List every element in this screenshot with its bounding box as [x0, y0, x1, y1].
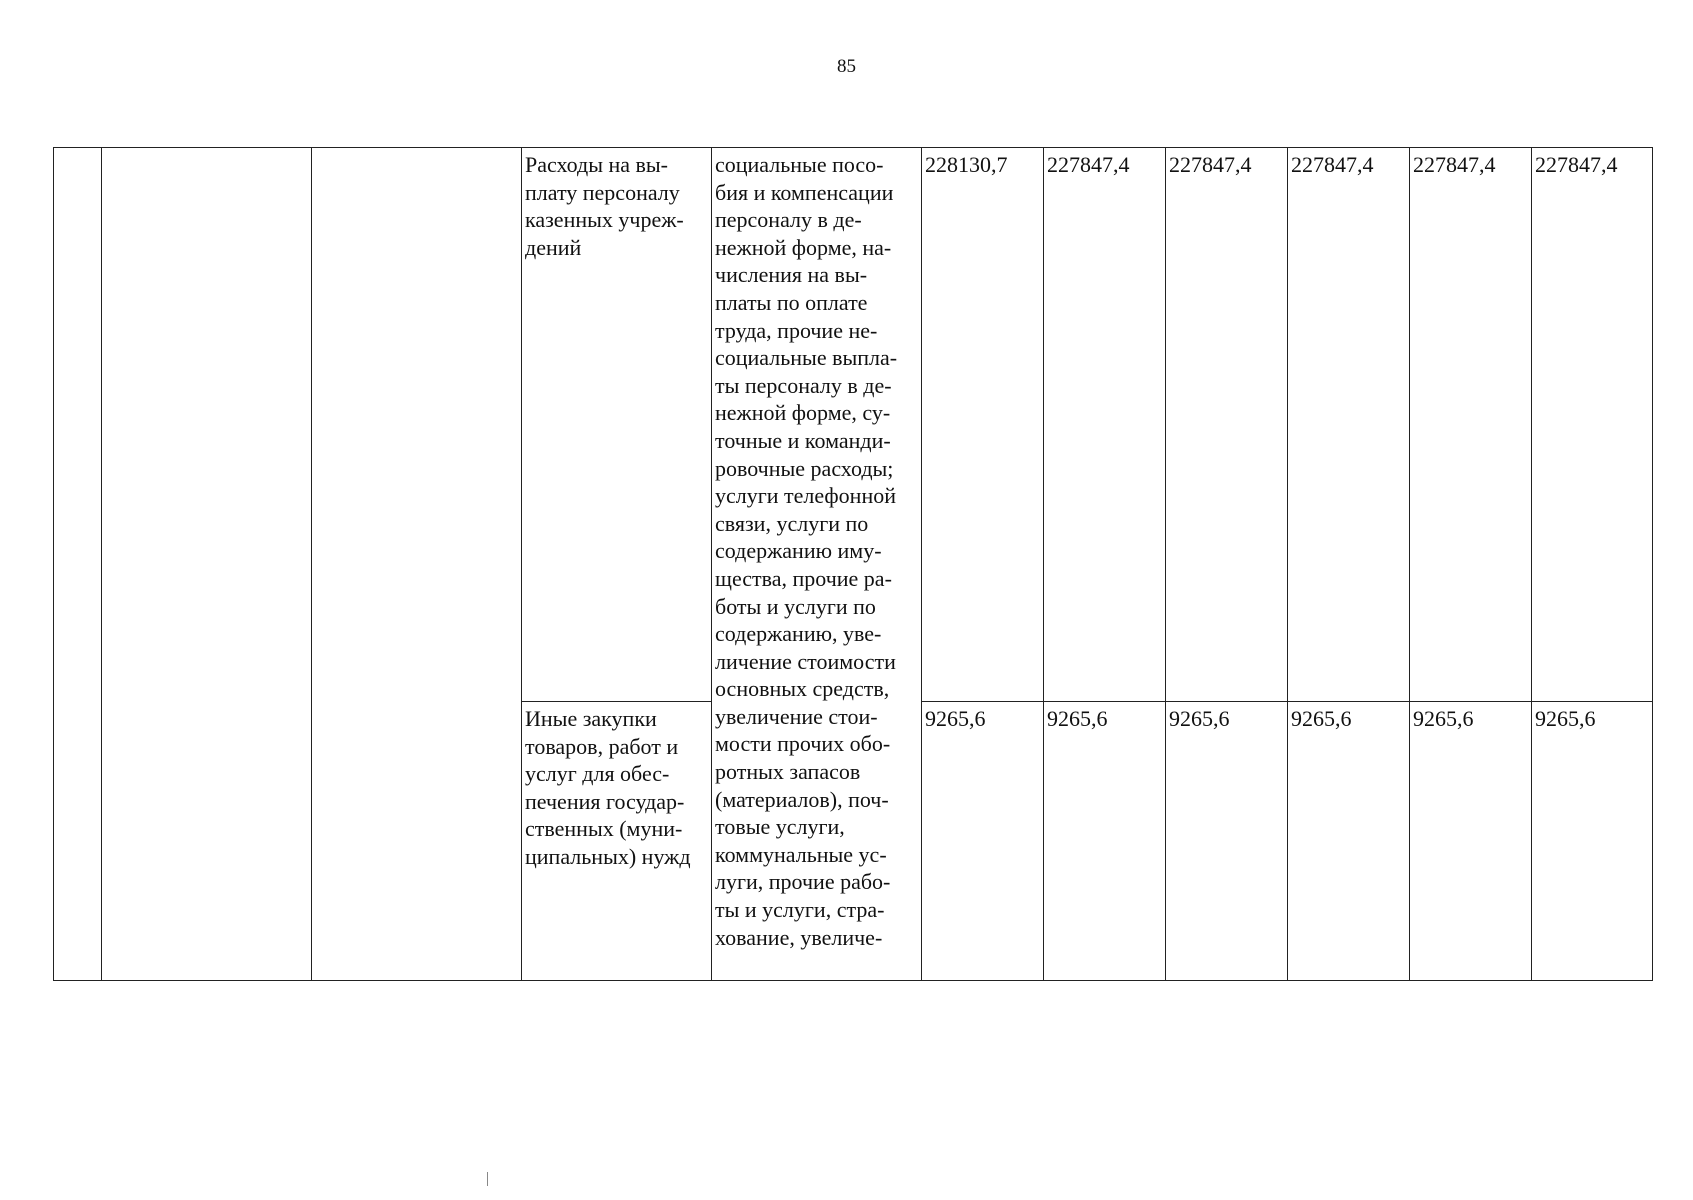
column-divider: [1409, 148, 1410, 980]
row-divider: [521, 701, 711, 702]
column-divider: [311, 148, 312, 980]
column-divider: [1165, 148, 1166, 980]
expense-type-cell: Иные закупки товаров, работ и услуг для обес- печения государ- ственных (муни- ципальных) нужд: [525, 706, 691, 869]
amount-cell: 227847,4: [1047, 152, 1130, 177]
amount-cell: 228130,7: [925, 152, 1008, 177]
description-cell: социальные посо- бия и компенсации персоналу в де- нежной форме, на- числения на вы- платы по оплате труда, прочие не- социальные выпла- ты персоналу в де- нежной форме, су- точные и команди- ровочные расходы; услуги телефонной связи, услуги по содержанию иму- щества, прочие ра- боты и услуги по содержанию, уве- личение стоимости основных средств, увеличение стои- мости прочих обо- ротных запасов (материалов), поч- товые услуги, коммунальные ус- луги, прочие рабо- ты и услуги, стра- хование, увеличе-: [715, 152, 898, 950]
amount-cell: 9265,6: [1535, 706, 1596, 731]
column-divider: [101, 148, 102, 980]
amount-cell: 227847,4: [1413, 152, 1496, 177]
column-divider: [1043, 148, 1044, 980]
column-divider: [521, 148, 522, 980]
column-divider: [1531, 148, 1532, 980]
amount-cell: 9265,6: [925, 706, 986, 731]
amount-cell: 9265,6: [1291, 706, 1352, 731]
amount-cell: 9265,6: [1169, 706, 1230, 731]
amount-cell: 9265,6: [1047, 706, 1108, 731]
budget-table: [53, 147, 1653, 981]
row-divider: [921, 701, 1653, 702]
column-divider: [921, 148, 922, 980]
amount-cell: 9265,6: [1413, 706, 1474, 731]
amount-cell: 227847,4: [1169, 152, 1252, 177]
expense-type-cell: Расходы на вы- плату персоналу казенных учреж- дений: [525, 152, 684, 260]
scan-speck: [487, 1172, 488, 1186]
column-divider: [711, 148, 712, 980]
amount-cell: 227847,4: [1291, 152, 1374, 177]
column-divider: [1287, 148, 1288, 980]
amount-cell: 227847,4: [1535, 152, 1618, 177]
page-number: 85: [837, 56, 856, 77]
